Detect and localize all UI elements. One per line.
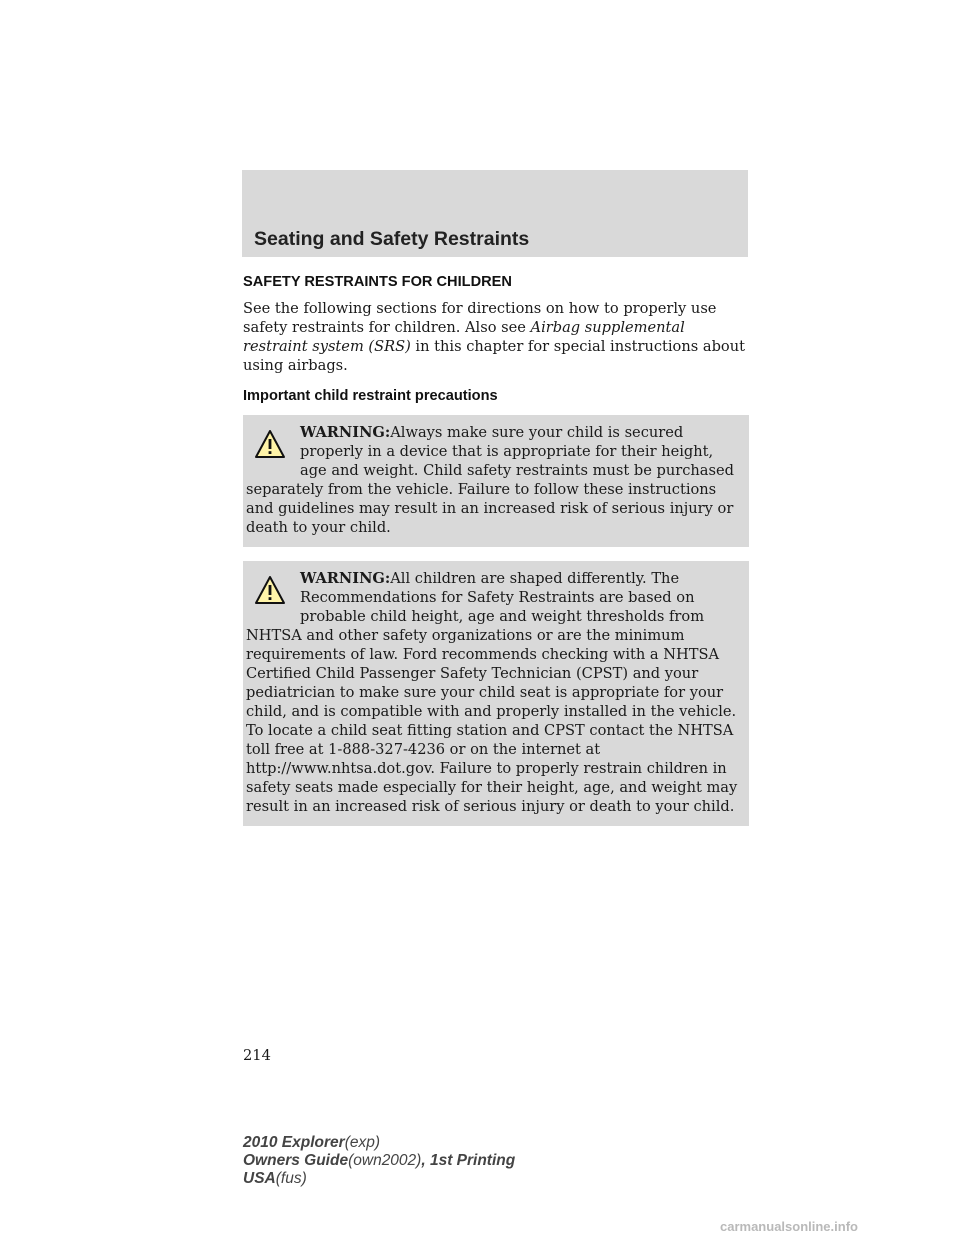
- warning-triangle-icon: [254, 429, 286, 459]
- footer-line-1: 2010 Explorer(exp): [243, 1134, 381, 1151]
- intro-text-start: See the following sections for directions on how to properly use safety restraints for children. Also see: [243, 300, 717, 336]
- page-content: [243, 262, 749, 826]
- warning-triangle-icon: [254, 575, 286, 605]
- chapter-title: Seating and Safety Restraints: [254, 228, 530, 250]
- subsection-title: Important child restraint precautions: [243, 388, 498, 404]
- warning-text: All children are shaped differently. The Recommendations for Safety Restraints are based on probable child height, age and weight thresholds from NHTSA and other safety organizations or are the minimum requirements of law. Ford recommends checking with a NHTSA Certified Child Passenger Safety Technician (CPST) and your pediatrician to make sure your child seat is appropriate for your child, and is compatible with and properly installed in the vehicle. To locate a child seat fitting station and CPST contact the NHTSA toll free at 1-888-327-4236 or on the internet at http://www.nhtsa.dot.gov. Failure to properly restrain children in safety seats made especially for their height, age, and weight may result in an increased risk of serious injury or death to your child.: [246, 570, 738, 815]
- chapter-header: [242, 170, 748, 257]
- page-number: 214: [243, 1047, 271, 1064]
- intro-cross-reference: Airbag supplemental restraint system (SRS): [243, 319, 685, 355]
- watermark: carmanualsonline.info: [720, 1219, 858, 1234]
- footer-line-3: USA(fus): [243, 1170, 307, 1187]
- intro-paragraph: [243, 299, 749, 375]
- footer-imprint: [243, 1134, 515, 1188]
- intro-text-end: in this chapter for special instructions about using airbags.: [243, 338, 745, 374]
- warning-box-1: [243, 415, 749, 547]
- warning-label: WARNING:: [300, 424, 391, 441]
- warning-label: WARNING:: [300, 570, 391, 587]
- footer-line-2: Owners Guide(own2002), 1st Printing: [243, 1152, 516, 1169]
- warning-box-2: [243, 561, 749, 826]
- warning-text: Always make sure your child is secured properly in a device that is appropriate for their height, age and weight. Child safety restraints must be purchased separately from the vehicle. Failure to follow these instructions and guidelines may result in an increased risk of serious injury or death to your child.: [246, 424, 734, 536]
- section-title: SAFETY RESTRAINTS FOR CHILDREN: [243, 274, 512, 290]
